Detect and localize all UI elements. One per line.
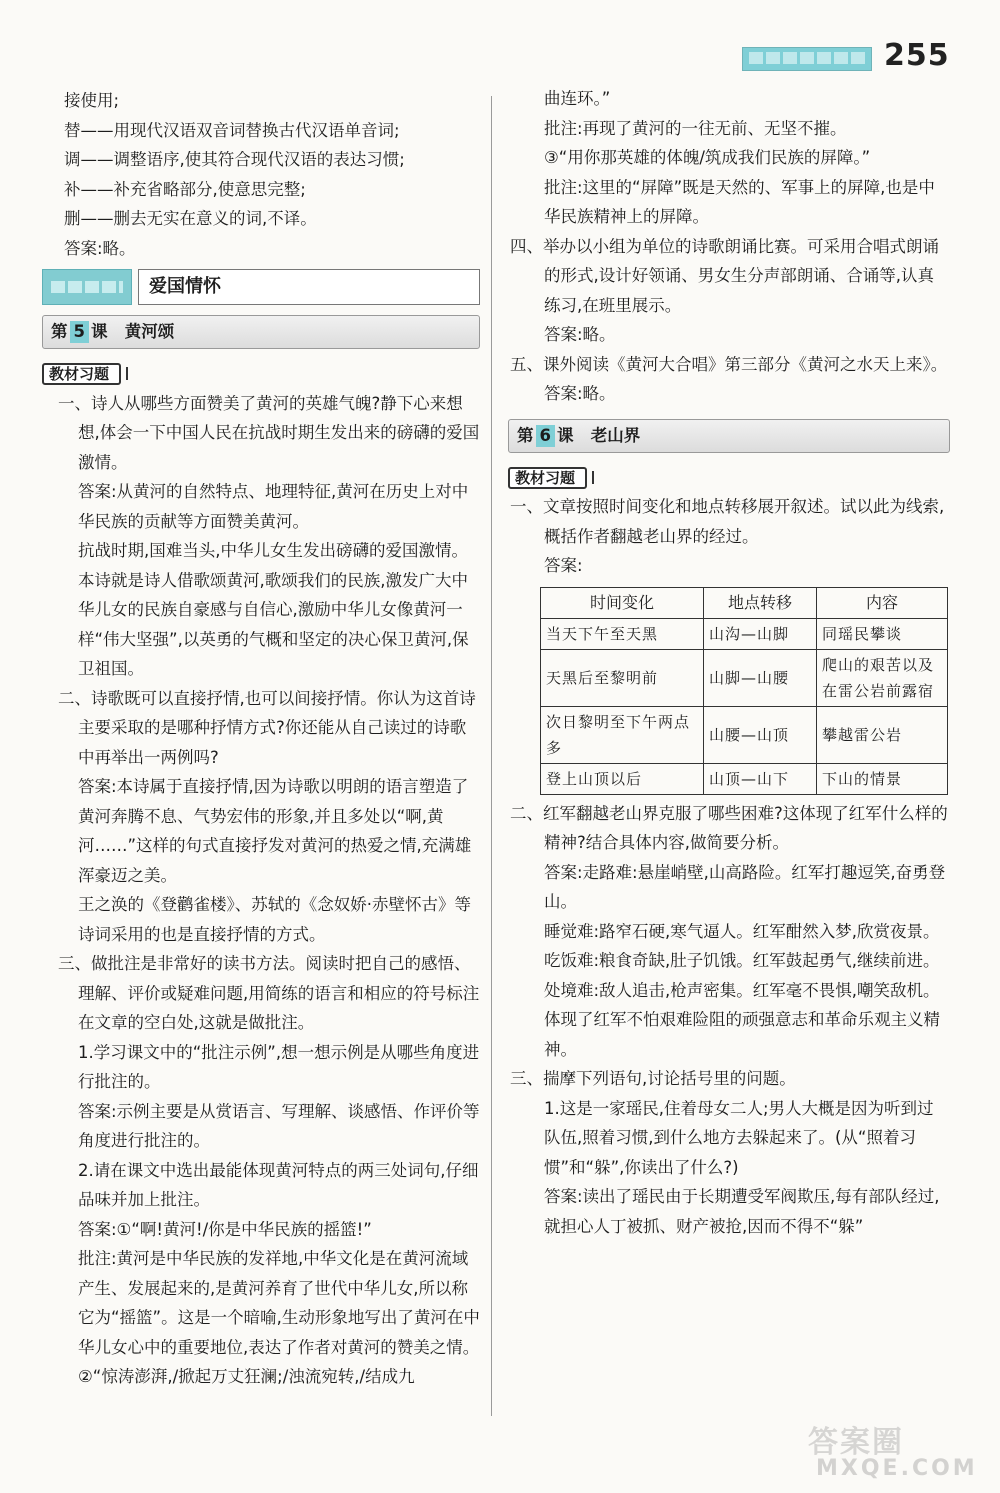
lesson-bar bbox=[42, 315, 480, 349]
intro-line: 替——用现代汉语双音词替换古代汉语单音词; bbox=[64, 120, 400, 140]
intro-line: 删——删去无实在意义的词,不译。 bbox=[64, 209, 317, 228]
lesson-suffix: 课 bbox=[90, 322, 108, 341]
table-cell: 攀越雷公岩 bbox=[817, 706, 948, 763]
table-header: 地点转移 bbox=[704, 587, 817, 618]
answer: 答案:从黄河的自然特点、地理特征,黄河在历史上对中华民族的贡献等方面赞美黄河。 bbox=[78, 482, 469, 531]
table-cell: 山沟—山脚 bbox=[704, 618, 817, 649]
table-cell: 山腰—山顶 bbox=[704, 706, 817, 763]
table-cell: 登上山顶以后 bbox=[541, 763, 704, 794]
annotation: 批注:黄河是中华民族的发祥地,中华文化是在黄河流域产生、发展起来的,是黄河养育了世代中华儿女,所以称它为“摇篮”。这是一个暗喻,生动形象地写出了黄河在中华儿女心中的重要地位,表达了作者对黄河的赞美之情。 bbox=[78, 1249, 480, 1357]
annotation: 批注:再现了黄河的一往无前、无坚不摧。 bbox=[544, 118, 847, 138]
answer: 答案:略。 bbox=[544, 384, 616, 403]
lesson-title: 老山界 bbox=[590, 425, 641, 445]
table-header-row bbox=[541, 587, 948, 618]
column-divider bbox=[491, 96, 492, 1416]
lesson-title: 黄河颂 bbox=[124, 322, 175, 341]
quote-continuation: 曲连环。” bbox=[544, 89, 611, 108]
answer: 体现了红军不怕艰难险阻的顽强意志和革命乐观主义精神。 bbox=[544, 1010, 940, 1059]
table-cell: 下山的情景 bbox=[817, 763, 948, 794]
answer-extra: 王之涣的《登鹳雀楼》、苏轼的《念奴娇·赤壁怀古》等诗词采用的也是直接抒情的方式。 bbox=[78, 895, 471, 944]
sub-question: 2.请在课文中选出最能体现黄河特点的两三处词句,仔细品味并加上批注。 bbox=[78, 1160, 479, 1209]
table-cell: 同瑶民攀谈 bbox=[817, 618, 948, 649]
question: 二、红军翻越老山界克服了哪些困难?这体现了红军什么样的精神?结合具体内容,做简要分析。 bbox=[510, 803, 948, 852]
intro-answer: 答案:略。 bbox=[64, 238, 136, 258]
table-cell: 次日黎明至下午两点多 bbox=[541, 706, 704, 763]
sub-question: 1.学习课文中的“批注示例”,想一想示例是从哪些角度进行批注的。 bbox=[78, 1042, 480, 1091]
unit-tag bbox=[42, 269, 132, 305]
intro-line: 补——补充省略部分,使意思完整; bbox=[64, 179, 306, 199]
exercise-label: 教材习题 bbox=[508, 467, 587, 489]
answer: 答案:走路难:悬崖峭壁,山高路险。红军打趣逗笑,奋勇登山。 bbox=[544, 862, 946, 911]
question: 四、举办以小组为单位的诗歌朗诵比赛。可采用合唱式朗诵的形式,设计好领诵、男女生分声部朗诵、合诵等,认真练习,在班里展示。 bbox=[510, 236, 939, 315]
answer-extra: 抗战时期,国难当头,中华儿女生发出磅礴的爱国激情。本诗就是诗人借歌颂黄河,歌颂我们的民族,激发广大中华儿女的民族自豪感与自信心,激励中华儿女像黄河一样“伟大坚强”,以英勇的气概和坚定的决心保卫黄河,保卫祖国。 bbox=[78, 541, 469, 678]
question: 一、文章按照时间变化和地点转移展开叙述。试以此为线索,概括作者翻越老山界的经过。 bbox=[510, 497, 945, 546]
answer: 处境难:敌人追击,枪声密集。红军毫不畏惧,嘲笑敌机。 bbox=[544, 980, 940, 1000]
right-column bbox=[510, 84, 950, 1241]
intro-line: 接使用; bbox=[64, 91, 120, 110]
question: 三、揣摩下列语句,讨论括号里的问题。 bbox=[510, 1069, 796, 1088]
table-row bbox=[541, 618, 948, 649]
lesson-suffix: 课 bbox=[556, 425, 574, 445]
table-row bbox=[541, 706, 948, 763]
question: 五、课外阅读《黄河大合唱》第三部分《黄河之水天上来》。 bbox=[510, 354, 948, 374]
exercise-label: 教材习题 bbox=[42, 363, 121, 385]
table-cell: 天黑后至黎明前 bbox=[541, 649, 704, 706]
question: 一、诗人从哪些方面赞美了黄河的英雄气魄?静下心来想想,体会一下中国人民在抗战时期生发出来的磅礴的爱国激情。 bbox=[58, 393, 480, 472]
answer: 答案:本诗属于直接抒情,因为诗歌以明朗的语言塑造了黄河奔腾不息、气势宏伟的形象,并且多处以“啊,黄河……”这样的句式直接抒发对黄河的热爱之情,充满雄浑豪迈之美。 bbox=[78, 777, 472, 885]
annotation: 批注:这里的“屏障”既是天然的、军事上的屏障,也是中华民族精神上的屏障。 bbox=[544, 177, 935, 226]
lesson-number: 5 bbox=[70, 321, 89, 343]
table-cell: 爬山的艰苦以及在雷公岩前露宿 bbox=[817, 649, 948, 706]
table-cell: 当天下午至天黑 bbox=[541, 618, 704, 649]
answer: 答案:①“啊!黄河!/你是中华民族的摇篮!” bbox=[78, 1219, 372, 1239]
table-header: 时间变化 bbox=[541, 587, 704, 618]
answer: 答案:略。 bbox=[544, 325, 616, 344]
answer: 吃饭难:粮食奇缺,肚子饥饿。红军鼓起勇气,继续前进。 bbox=[544, 951, 940, 970]
unit-title: 爱国情怀 bbox=[138, 269, 480, 305]
quote-item: ②“惊涛澎湃,/掀起万丈狂澜;/浊流宛转,/结成九 bbox=[78, 1367, 415, 1386]
lesson-bar bbox=[508, 419, 950, 453]
page-number: 255 bbox=[884, 38, 950, 73]
table-row bbox=[541, 649, 948, 706]
answer: 答案:示例主要是从赏语言、写理解、谈感悟、作评价等角度进行批注的。 bbox=[78, 1101, 480, 1150]
watermark-url: MXQE.COM bbox=[816, 1456, 978, 1481]
table-cell: 山顶—山下 bbox=[704, 763, 817, 794]
answer: 睡觉难:路窄石硬,寒气逼人。红军酣然入梦,欣赏夜景。 bbox=[544, 921, 940, 941]
lesson-prefix: 第 bbox=[51, 322, 68, 341]
watermark: 答案圈 bbox=[808, 1425, 904, 1460]
left-column bbox=[44, 86, 480, 1392]
question: 三、做批注是非常好的读书方法。阅读时把自己的感悟、理解、评价或疑难问题,用简练的语言和相应的符号标注在文章的空白处,这就是做批注。 bbox=[58, 954, 480, 1032]
top-tag bbox=[742, 47, 872, 71]
answer: 答案: bbox=[544, 556, 583, 575]
table-cell: 山脚—山腰 bbox=[704, 649, 817, 706]
table-header: 内容 bbox=[817, 587, 948, 618]
sub-question: 1.这是一家瑶民,住着母女二人;男人大概是因为听到过队伍,照着习惯,到什么地方去躲起来了。(从“照着习惯”和“躲”,你读出了什么?) bbox=[544, 1098, 934, 1177]
answer: 答案:读出了瑶民由于长期遭受军阀欺压,每有部队经过,就担心人丁被抓、财产被抢,因而不得不“躲” bbox=[544, 1187, 940, 1236]
table-row bbox=[541, 763, 948, 794]
lesson-prefix: 第 bbox=[517, 425, 534, 445]
intro-line: 调——调整语序,使其符合现代汉语的表达习惯; bbox=[64, 150, 405, 169]
unit-header bbox=[42, 269, 480, 305]
question: 二、诗歌既可以直接抒情,也可以间接抒情。你认为这首诗主要采取的是哪种抒情方式?你还能从自己读过的诗歌中再举出一两例吗? bbox=[58, 688, 476, 767]
lesson-number: 6 bbox=[536, 425, 555, 447]
route-table bbox=[540, 587, 948, 795]
quote-item: ③“用你那英雄的体魄/筑成我们民族的屏障。” bbox=[544, 148, 871, 167]
